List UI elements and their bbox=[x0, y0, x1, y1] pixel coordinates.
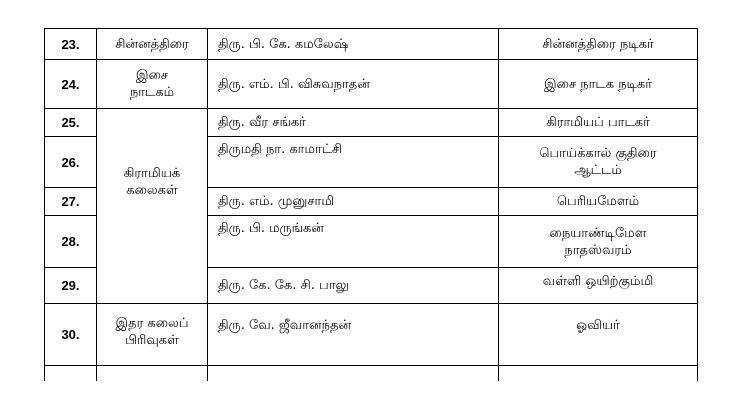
art-field bbox=[499, 137, 698, 188]
category-cell: சின்னத்திரை bbox=[97, 29, 208, 60]
row-number: 23. bbox=[45, 29, 97, 60]
row-number: 30. bbox=[45, 304, 97, 382]
awardee-name: திரு. பி. மருங்கன் bbox=[208, 216, 499, 268]
art-field-text: பெரியமேளம் bbox=[556, 194, 640, 209]
awardee-name: திரு. எம். பி. விசுவநாதன் bbox=[208, 60, 499, 109]
row-number: 29. bbox=[45, 268, 97, 304]
art-field-text: சின்னத்திரை நடிகர் bbox=[542, 36, 654, 52]
art-field bbox=[499, 268, 698, 304]
table-row bbox=[45, 304, 698, 382]
table-row bbox=[45, 60, 698, 109]
category-text: கிராமியக் கலைகள் bbox=[123, 166, 181, 198]
awardee-name: திரு. எம். முனுசாமி bbox=[208, 188, 499, 216]
category-cell bbox=[97, 60, 208, 109]
category-spacer bbox=[97, 113, 207, 165]
category-text: இதர கலைப் பிரிவுகள் bbox=[115, 316, 189, 348]
art-field-text: நையாண்டிமேள நாதஸ்வரம் bbox=[549, 225, 647, 258]
awards-table bbox=[44, 28, 698, 381]
table-row bbox=[45, 29, 698, 60]
art-field bbox=[499, 304, 698, 382]
art-field bbox=[499, 29, 698, 60]
category-text: இசை நாடகம் bbox=[129, 68, 175, 100]
awardee-name: திருமதி நா. காமாட்சி bbox=[208, 137, 499, 188]
art-field bbox=[499, 188, 698, 216]
bottom-rule bbox=[44, 365, 697, 366]
art-field-text: ஓவியர் bbox=[576, 318, 620, 333]
row-number: 28. bbox=[45, 216, 97, 268]
art-field-text: பொய்க்கால் குதிரை ஆட்டம் bbox=[539, 146, 657, 178]
row-number: 25. bbox=[45, 109, 97, 137]
awardee-name: திரு. கே. கே. சி. பாலு bbox=[208, 268, 499, 304]
art-field-text: வள்ளி ஒயிற்கும்மி bbox=[542, 274, 654, 289]
category-cell bbox=[97, 304, 208, 382]
art-field-text: கிராமியப் பாடகர் bbox=[546, 115, 650, 130]
awardee-name: திரு. வே. ஜீவானந்தன் bbox=[208, 304, 499, 382]
row-number: 26. bbox=[45, 137, 97, 188]
art-field bbox=[499, 109, 698, 137]
awardee-name: திரு. பி. கே. கமலேஷ் bbox=[208, 29, 499, 60]
table-row bbox=[45, 109, 698, 137]
row-number: 27. bbox=[45, 188, 97, 216]
art-field bbox=[499, 216, 698, 268]
merged-category-cell bbox=[97, 109, 208, 304]
art-field bbox=[499, 60, 698, 109]
art-field-text: இசை நாடக நடிகர் bbox=[544, 76, 652, 92]
awardee-name: திரு. வீர சங்கர் bbox=[208, 109, 499, 137]
row-number: 24. bbox=[45, 60, 97, 109]
